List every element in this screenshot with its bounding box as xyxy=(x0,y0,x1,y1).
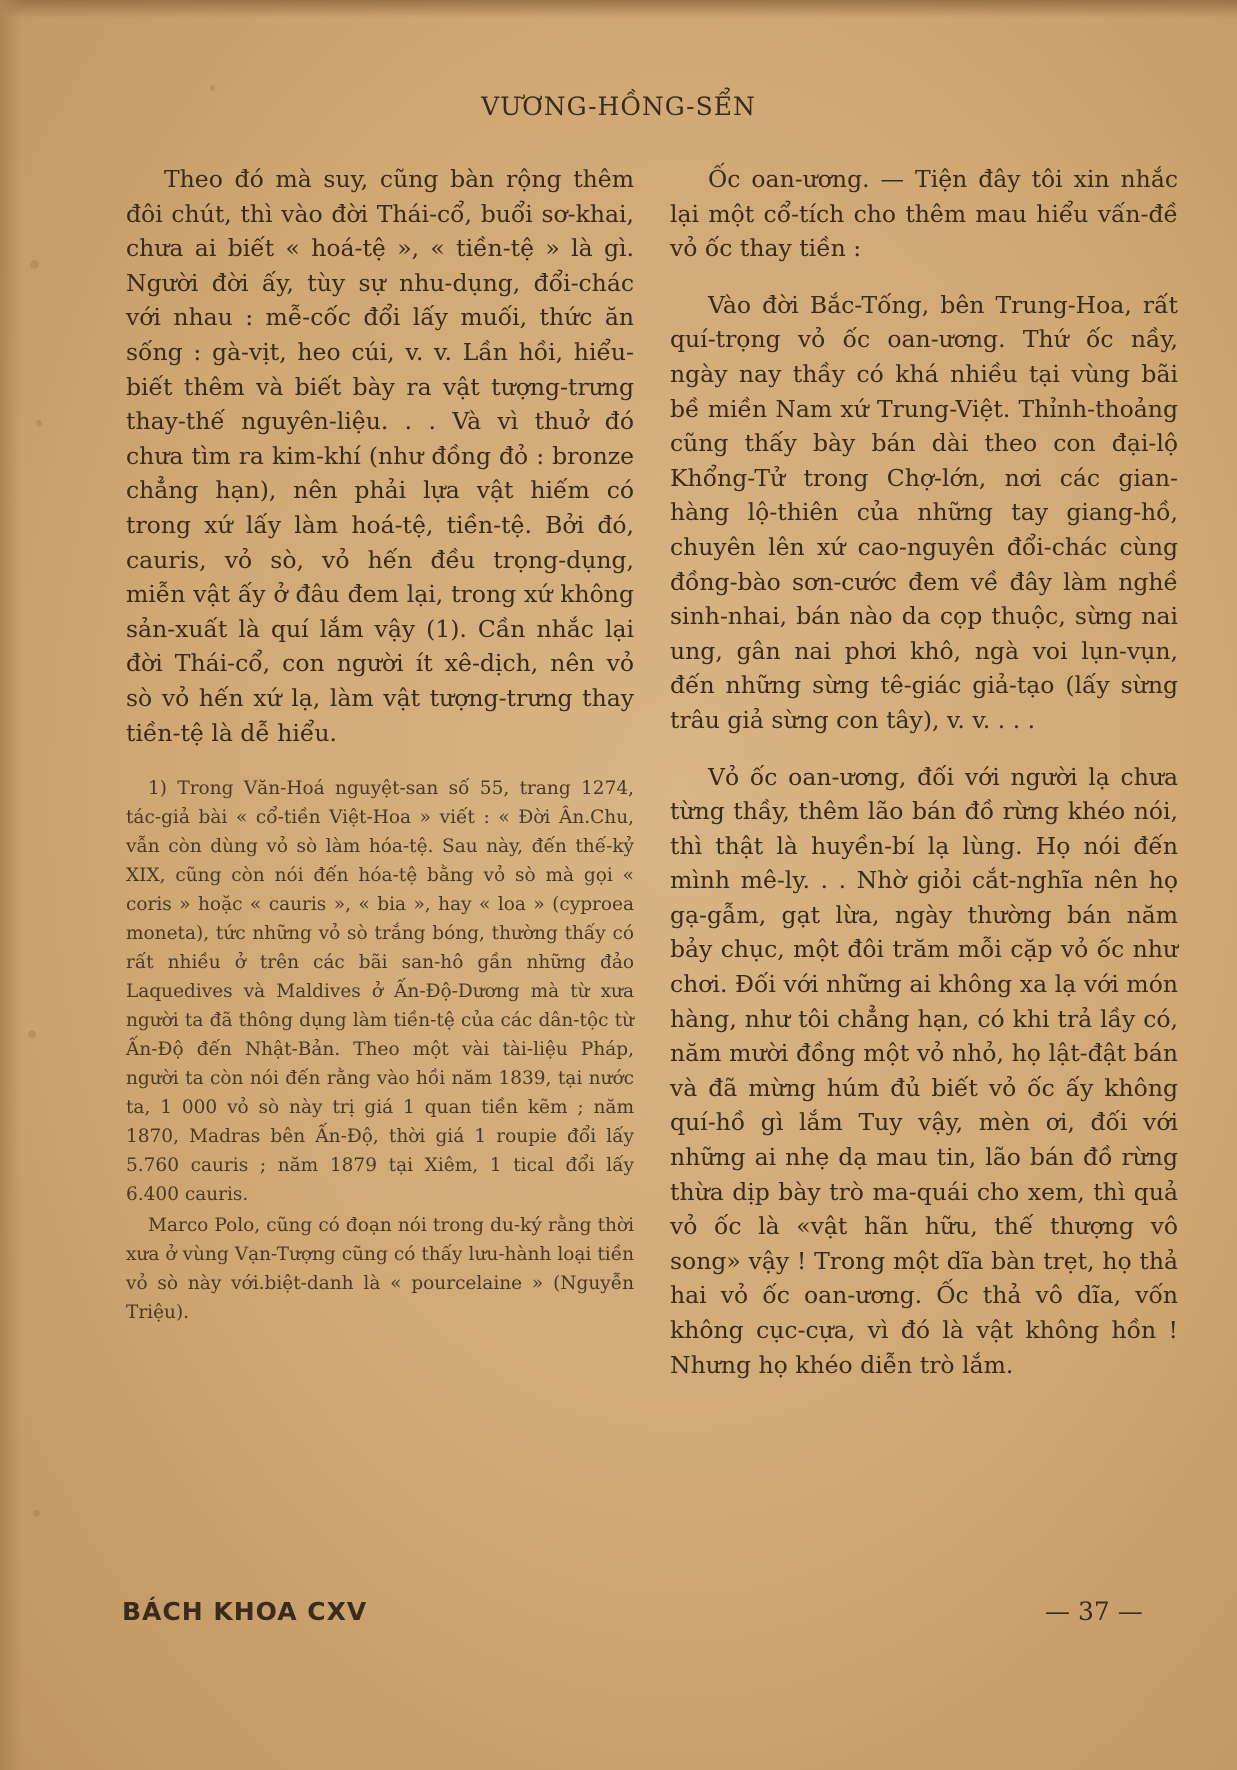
page-number: — 37 — xyxy=(1045,1597,1143,1626)
right-paragraph-1: Ốc oan-ương. — Tiện đây tôi xin nhắc lại một cổ-tích cho thêm mau hiểu vấn-đề vỏ ốc thay tiền : xyxy=(670,165,1178,263)
paper-spot xyxy=(210,85,215,91)
left-paragraph: Theo đó mà suy, cũng bàn rộng thêm đôi chút, thì vào đời Thái-cổ, buổi sơ-khai, chưa ai biết « hoá-tệ », « tiền-tệ » là gì. Người đời ấy, tùy sự nhu-dụng, đổi-chác với nhau : mễ-cốc đổi lấy muối, thức ăn sống : gà-vịt, heo cúi, v. v. Lần hồi, hiểu-biết thêm và biết bày ra vật tượng-trưng thay-thế nguyên-liệu. . . Và vì thuở đó chưa tìm ra kim-khí (như đồng đỏ : bronze chẳng hạn), nên phải lựa vật hiếm có trong xứ lấy làm hoá-tệ, tiền-tệ. Bởi đó, cauris, vỏ sò, vỏ hến đều trọng-dụng, miễn vật ấy ở đâu đem lại, trong xứ không sản-xuất là quí lắm vậy (1). Cần nhắc lại đời Thái-cổ, con người ít xê-dịch, nên vỏ sò vỏ hến xứ lạ, làm vật tượng-trưng thay tiền-tệ là dễ hiểu. xyxy=(126,165,634,747)
right-column xyxy=(670,162,1178,1382)
right-paragraph-3: Vỏ ốc oan-ương, đối với người lạ chưa từng thầy, thêm lão bán đồ rừng khéo nói, thì thật là huyền-bí lạ lùng. Họ nói đến mình mê-ly. . . Nhờ giỏi cắt-nghĩa nên họ gạ-gẫm, gạt lừa, ngày thường bán năm bảy chục, một đôi trăm mỗi cặp vỏ ốc như chơi. Đối với những ai không xa lạ với món hàng, như tôi chẳng hạn, có khi trả lầy có, năm mười đồng một vỏ nhỏ, họ lật-đật bán và đã mừng húm đủ biết vỏ ốc ấy không quí-hồ gì lắm Tuy vậy, mèn ơi, đối với những ai nhẹ dạ mau tin, lão bán đồ rừng thừa dịp bày trò ma-quái cho xem, thì quả vỏ ốc là «vật hãn hữu, thế thượng vô song» vậy ! Trong một dĩa bàn trẹt, họ thả hai vỏ ốc oan-ương. Ốc thả vô dĩa, vốn không cục-cựa, vì đó là vật không hồn ! Nhưng họ khéo diễn trò lắm. xyxy=(670,762,1178,1379)
page-edge-shadow-top xyxy=(0,0,1237,18)
paper-spot xyxy=(28,1030,36,1038)
footer-magazine-issue: BÁCH KHOA CXV xyxy=(122,1597,368,1626)
page-edge-shadow-left xyxy=(0,0,22,1770)
paper-spot xyxy=(33,1510,40,1517)
running-head: VƯƠNG-HỒNG-SỂN xyxy=(481,92,756,121)
footnote-1: 1) Trong Văn-Hoá nguyệt-san số 55, trang 1274, tác-giả bài « cổ-tiền Việt-Hoa » viết : « Đời Ân.Chu, vẫn còn dùng vỏ sò làm hóa-tệ. Sau này, đến thế-kỷ XIX, cũng còn nói đến hóa-tệ bằng vỏ sò mà gọi « coris » hoặc « cauris », « bia », hay « loa » (cyproea moneta), tức những vỏ sò trắng bóng, thường thấy có rất nhiều ở trên các bãi san-hô gần những đảo Laquedives và Maldives ở Ấn-Độ-Dương mà từ xưa người ta đã thông dụng làm tiền-tệ của các dân-tộc từ Ấn-Độ đến Nhật-Bản. Theo một vài tài-liệu Pháp, người ta còn nói đến rằng vào hồi năm 1839, tại nước ta, 1 000 vỏ sò này trị giá 1 quan tiền kẽm ; năm 1870, Madras bên Ấn-Độ, thời giá 1 roupie đổi lấy 5.760 cauris ; năm 1879 tại Xiêm, 1 tical đổi lấy 6.400 cauris. xyxy=(126,778,634,1206)
left-column xyxy=(126,162,634,1327)
right-paragraph-2: Vào đời Bắc-Tống, bên Trung-Hoa, rất quí-trọng vỏ ốc oan-ương. Thứ ốc nầy, ngày nay thầy có khá nhiều tại vùng bãi bề miền Nam xứ Trung-Việt. Thỉnh-thoảng cũng thấy bày bán dài theo con đại-lộ Khổng-Tử trong Chợ-lớn, nơi các gian-hàng lộ-thiên của những tay giang-hồ, chuyên lên xứ cao-nguyên đổi-chác cùng đồng-bào sơn-cước đem về đây làm nghề sinh-nhai, bán nào da cọp thuộc, sừng nai ung, gân nai phơi khô, ngà voi lụn-vụn, đến những sừng tê-giác giả-tạo (lấy sừng trâu giả sừng con tây), v. v. . . . xyxy=(670,290,1178,734)
footnote-2: Marco Polo, cũng có đoạn nói trong du-ký rằng thời xưa ở vùng Vạn-Tượng cũng có thấy lưu-hành loại tiền vỏ sò này với.biệt-danh là « pourcelaine » (Nguyễn Triệu). xyxy=(126,1215,634,1324)
paper-spot xyxy=(30,260,39,269)
paper-spot xyxy=(36,420,42,427)
footnote-block xyxy=(126,774,634,1327)
